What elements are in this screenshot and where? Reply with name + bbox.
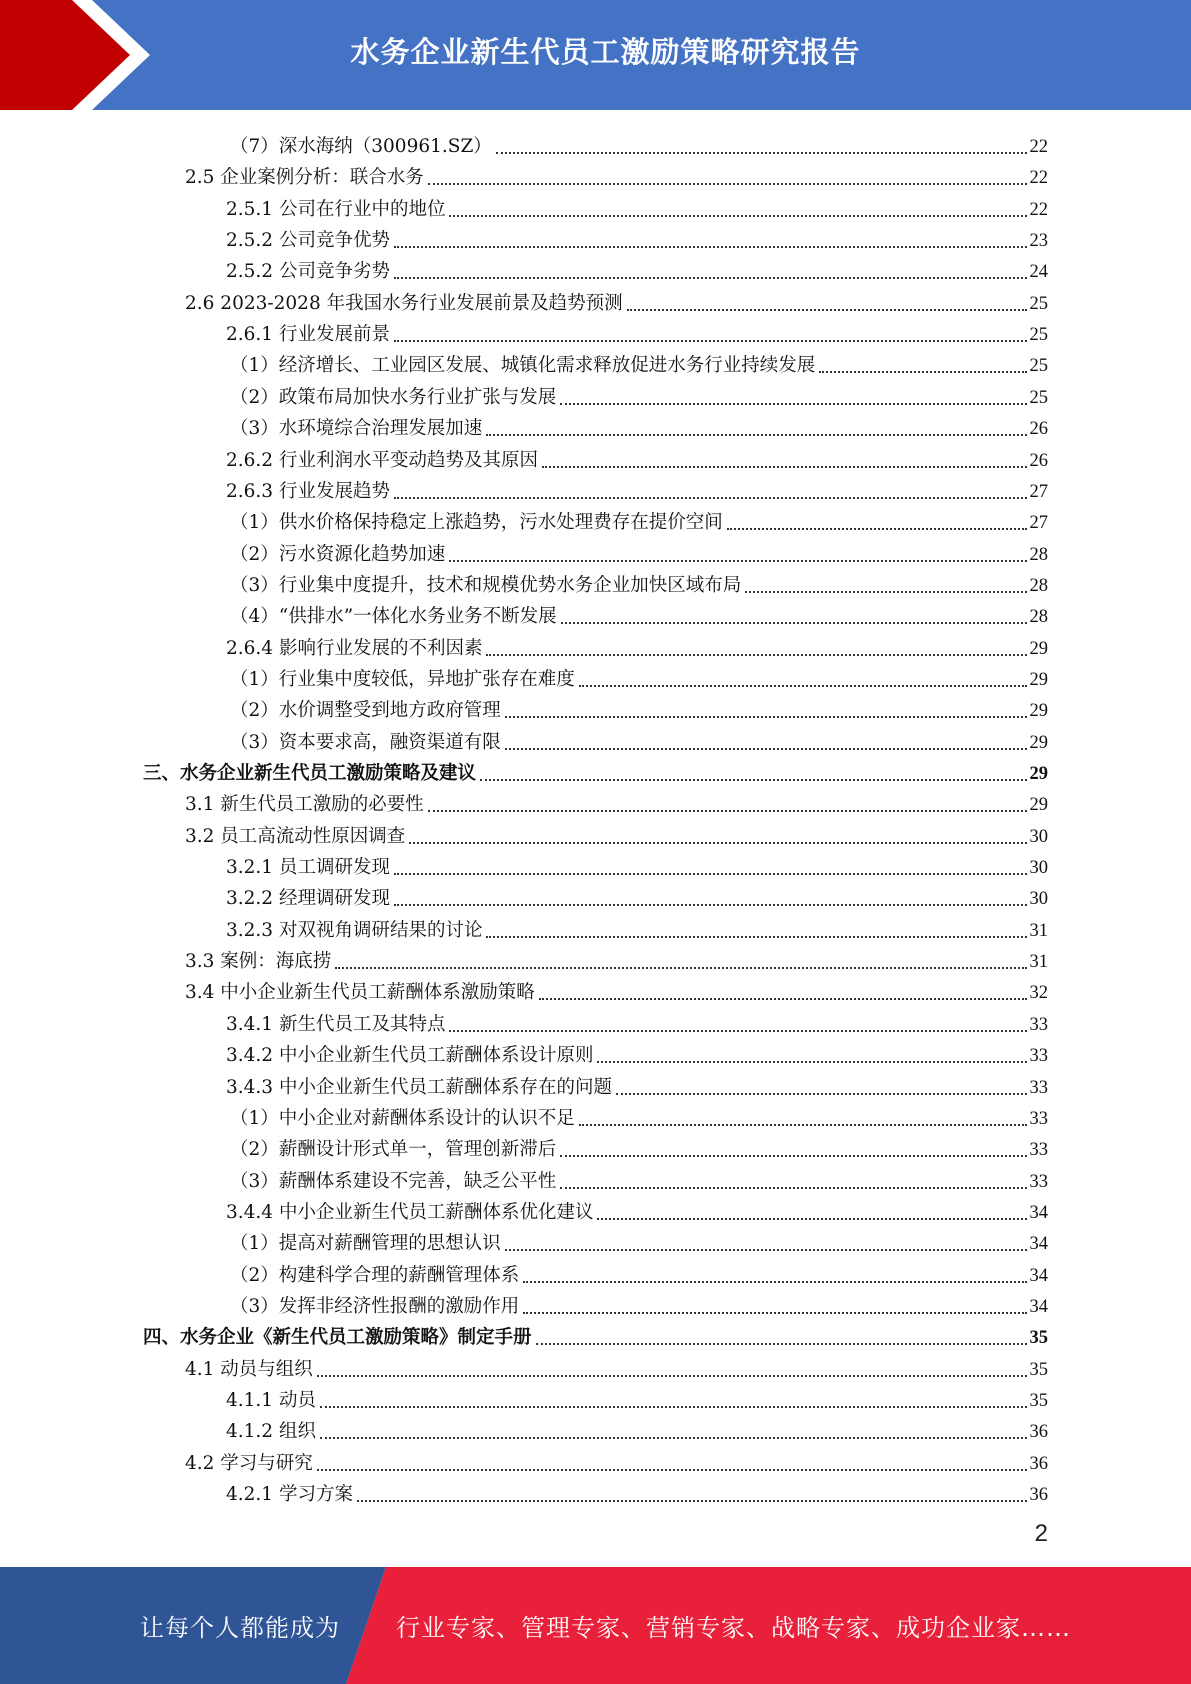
toc-entry[interactable] — [226, 1069, 1048, 1100]
toc-dot-leader — [560, 1155, 1026, 1157]
toc-entry[interactable] — [230, 1257, 1048, 1288]
toc-entry-page: 31 — [1029, 952, 1048, 973]
toc-entry-label: 4.2.1 学习方案 — [226, 1484, 353, 1506]
toc-entry-label: 4.1.1 动员 — [226, 1390, 316, 1411]
toc-entry[interactable] — [230, 1163, 1048, 1194]
toc-entry-page: 22 — [1029, 137, 1048, 157]
toc-dot-leader — [819, 371, 1026, 373]
toc-entry[interactable] — [226, 473, 1048, 504]
toc-entry-page: 35 — [1029, 1359, 1048, 1380]
toc-dot-leader — [486, 434, 1026, 436]
toc-dot-leader — [539, 998, 1027, 1000]
footer-slogan-left: 让每个人都能成为 — [140, 1614, 340, 1642]
toc-entry-label: 3.4.2 中小企业新生代员工薪酬体系设计原则 — [226, 1045, 594, 1067]
toc-entry-page: 35 — [1029, 1328, 1048, 1349]
toc-entry-page: 27 — [1029, 513, 1048, 534]
toc-entry[interactable] — [143, 1319, 1048, 1350]
toc-entry-page: 28 — [1029, 575, 1048, 596]
toc-entry-label: 3.2.3 对双视角调研结果的讨论 — [226, 919, 483, 941]
toc-entry-page: 25 — [1029, 356, 1048, 377]
toc-entry[interactable] — [185, 1445, 1048, 1476]
toc-entry-page: 29 — [1029, 669, 1048, 690]
toc-dot-leader — [428, 183, 1027, 185]
toc-entry[interactable] — [230, 598, 1048, 629]
toc-dot-leader — [394, 277, 1027, 279]
toc-dot-leader — [597, 1061, 1026, 1063]
toc-entry-label: 2.5.1 公司在行业中的地位 — [226, 198, 446, 220]
toc-dot-leader — [394, 340, 1027, 342]
toc-entry-label: （2）构建科学合理的薪酬管理体系 — [230, 1264, 520, 1286]
toc-dot-leader — [449, 1030, 1026, 1032]
toc-dot-leader — [394, 904, 1027, 906]
toc-entry-label: （1）中小企业对薪酬体系设计的认识不足 — [230, 1107, 575, 1129]
toc-entry[interactable] — [185, 818, 1048, 849]
toc-dot-leader — [727, 528, 1027, 530]
toc-entry[interactable] — [230, 128, 1048, 159]
toc-entry-label: 4.1.2 组织 — [226, 1421, 316, 1443]
toc-entry-page: 29 — [1029, 701, 1048, 722]
toc-entry-page: 36 — [1029, 1422, 1048, 1443]
toc-entry[interactable] — [226, 253, 1048, 284]
toc-entry[interactable] — [230, 379, 1048, 410]
toc-entry-label: 三、水务企业新生代员工激励策略及建议 — [143, 763, 477, 784]
toc-dot-leader — [542, 466, 1027, 468]
toc-dot-leader — [449, 560, 1026, 562]
toc-entry-label: 3.2.2 经理调研发现 — [226, 888, 390, 910]
toc-entry-page: 36 — [1029, 1453, 1048, 1474]
toc-entry-page: 32 — [1029, 983, 1048, 1004]
toc-dot-leader — [335, 967, 1026, 969]
toc-entry-label: 四、水务企业《新生代员工激励策略》制定手册 — [143, 1327, 532, 1349]
toc-entry[interactable] — [230, 410, 1048, 441]
toc-entry-page: 29 — [1029, 638, 1048, 659]
toc-entry-label: （2）薪酬设计形式单一，管理创新滞后 — [230, 1139, 557, 1161]
toc-entry-page: 30 — [1029, 889, 1048, 910]
toc-dot-leader — [536, 1343, 1027, 1345]
toc-dot-leader — [505, 1249, 1027, 1251]
toc-entry-label: 2.6.3 行业发展趋势 — [226, 480, 390, 502]
toc-entry[interactable] — [226, 912, 1048, 943]
toc-entry-label: （7）深水海纳（300961.SZ） — [230, 136, 492, 157]
toc-entry[interactable] — [185, 159, 1048, 190]
toc-entry-page: 36 — [1029, 1485, 1048, 1506]
toc-entry[interactable] — [230, 567, 1048, 598]
toc-entry-label: （4）“供排水”一体化水务业务不断发展 — [230, 606, 557, 628]
toc-entry-page: 25 — [1029, 293, 1048, 314]
toc-dot-leader — [523, 1312, 1026, 1314]
toc-entry[interactable] — [143, 755, 1048, 786]
toc-entry-label: 3.4.4 中小企业新生代员工薪酬体系优化建议 — [226, 1201, 594, 1223]
toc-entry-label: 2.6.1 行业发展前景 — [226, 324, 390, 346]
toc-entry-label: （2）政策布局加快水务行业扩张与发展 — [230, 386, 557, 408]
toc-dot-leader — [357, 1500, 1027, 1502]
toc-entry-label: 4.1 动员与组织 — [185, 1358, 313, 1380]
toc-entry-page: 28 — [1029, 607, 1048, 628]
toc-dot-leader — [449, 215, 1026, 217]
toc-entry[interactable] — [230, 661, 1048, 692]
toc-entry[interactable] — [230, 504, 1048, 535]
toc-entry-label: 4.2 学习与研究 — [185, 1452, 313, 1474]
toc-entry[interactable] — [226, 1382, 1048, 1413]
toc-dot-leader — [579, 685, 1027, 687]
toc-entry-label: （2）污水资源化趋势加速 — [230, 543, 446, 565]
toc-entry-label: （1）经济增长、工业园区发展、城镇化需求释放促进水务行业持续发展 — [230, 355, 816, 377]
toc-entry-label: 2.5.2 公司竞争劣势 — [226, 261, 390, 283]
toc-dot-leader — [560, 403, 1026, 405]
toc-entry-label: 2.5 企业案例分析：联合水务 — [185, 167, 424, 189]
toc-entry[interactable] — [226, 316, 1048, 347]
toc-entry-page: 23 — [1029, 231, 1048, 252]
toc-dot-leader — [480, 779, 1026, 781]
toc-dot-leader — [409, 842, 1026, 844]
toc-entry[interactable] — [226, 880, 1048, 911]
toc-dot-leader — [317, 1375, 1027, 1377]
toc-entry-label: 2.6 2023-2028 年我国水务行业发展前景及趋势预测 — [185, 292, 623, 314]
toc-dot-leader — [486, 654, 1026, 656]
toc-entry[interactable] — [185, 285, 1048, 316]
toc-entry[interactable] — [226, 849, 1048, 880]
toc-dot-leader — [627, 309, 1027, 311]
toc-entry[interactable] — [230, 724, 1048, 755]
toc-entry-label: 3.4.3 中小企业新生代员工薪酬体系存在的问题 — [226, 1076, 612, 1098]
toc-dot-leader — [579, 1124, 1027, 1126]
page-number: 2 — [1034, 1520, 1048, 1547]
toc-entry[interactable] — [226, 222, 1048, 253]
toc-entry-page: 24 — [1029, 262, 1048, 283]
toc-entry-label: （3）薪酬体系建设不完善，缺乏公平性 — [230, 1170, 557, 1192]
toc-entry-label: 2.6.2 行业利润水平变动趋势及其原因 — [226, 449, 538, 471]
toc-entry-page: 25 — [1029, 325, 1048, 346]
toc-dot-leader — [394, 873, 1027, 875]
toc-entry-label: （3）发挥非经济性报酬的激励作用 — [230, 1295, 520, 1317]
toc-entry-page: 22 — [1029, 168, 1048, 189]
toc-dot-leader — [320, 1406, 1027, 1408]
toc-entry-page: 26 — [1029, 450, 1048, 471]
toc-entry-label: 3.1 新生代员工激励的必要性 — [185, 794, 424, 816]
toc-entry-page: 30 — [1029, 858, 1048, 879]
toc-entry-page: 29 — [1029, 795, 1048, 816]
toc-entry[interactable] — [230, 692, 1048, 723]
toc-dot-leader — [394, 497, 1027, 499]
toc-dot-leader — [745, 591, 1026, 593]
toc-entry-page: 25 — [1029, 387, 1048, 408]
toc-entry-page: 29 — [1029, 732, 1048, 753]
document-title: 水务企业新生代员工激励策略研究报告 — [350, 34, 861, 69]
toc-entry[interactable] — [230, 1131, 1048, 1162]
toc-entry-label: （3）行业集中度提升，技术和规模优势水务企业加快区域布局 — [230, 574, 742, 596]
toc-entry[interactable] — [230, 1288, 1048, 1319]
toc-entry-page: 33 — [1029, 1046, 1048, 1067]
toc-entry[interactable] — [185, 1351, 1048, 1382]
footer-slogan-right: 行业专家、管理专家、营销专家、战略专家、成功企业家…… — [396, 1614, 1071, 1642]
toc-entry-label: （1）行业集中度较低，异地扩张存在难度 — [230, 668, 575, 690]
toc-dot-leader — [486, 936, 1026, 938]
toc-entry-label: （2）水价调整受到地方政府管理 — [230, 700, 501, 722]
toc-dot-leader — [394, 246, 1027, 248]
toc-entry-label: 3.4.1 新生代员工及其特点 — [226, 1013, 446, 1035]
toc-entry-page: 26 — [1029, 419, 1048, 440]
toc-entry[interactable] — [185, 974, 1048, 1005]
toc-entry[interactable] — [226, 630, 1048, 661]
toc-dot-leader — [523, 1281, 1026, 1283]
toc-entry[interactable] — [226, 442, 1048, 473]
toc-entry-page: 33 — [1029, 1014, 1048, 1035]
toc-entry-page: 28 — [1029, 544, 1048, 565]
toc-entry-page: 33 — [1029, 1140, 1048, 1161]
toc-entry-label: 3.4 中小企业新生代员工薪酬体系激励策略 — [185, 982, 535, 1004]
toc-entry-page: 33 — [1029, 1171, 1048, 1192]
toc-entry[interactable] — [226, 191, 1048, 222]
toc-dot-leader — [317, 1469, 1027, 1471]
toc-entry-label: 3.3 案例：海底捞 — [185, 951, 332, 973]
toc-entry-label: 3.2.1 员工调研发现 — [226, 857, 390, 879]
toc-dot-leader — [320, 1437, 1027, 1439]
toc-entry-page: 27 — [1029, 481, 1048, 502]
toc-entry-label: （1）供水价格保持稳定上涨趋势，污水处理费存在提价空间 — [230, 512, 723, 534]
toc-dot-leader — [616, 1093, 1027, 1095]
toc-entry-label: 2.6.4 影响行业发展的不利因素 — [226, 637, 483, 659]
toc-entry-page: 33 — [1029, 1108, 1048, 1129]
toc-entry[interactable] — [230, 1100, 1048, 1131]
toc-entry-label: （3）水环境综合治理发展加速 — [230, 418, 483, 440]
toc-entry[interactable] — [185, 786, 1048, 817]
toc-dot-leader — [560, 1187, 1026, 1189]
toc-entry-page: 34 — [1029, 1202, 1048, 1223]
toc-dot-leader — [505, 748, 1027, 750]
toc-dot-leader — [428, 810, 1027, 812]
toc-entry[interactable] — [226, 1476, 1048, 1507]
toc-dot-leader — [561, 622, 1027, 624]
toc-entry-label: 2.5.2 公司竞争优势 — [226, 230, 390, 252]
toc-entry-label: （1）提高对薪酬管理的思想认识 — [230, 1233, 501, 1255]
toc-entry[interactable] — [230, 347, 1048, 378]
toc-entry[interactable] — [226, 1006, 1048, 1037]
toc-entry-page: 33 — [1029, 1077, 1048, 1098]
toc-entry-page: 29 — [1029, 764, 1048, 784]
toc-entry[interactable] — [230, 1225, 1048, 1256]
toc-entry[interactable] — [226, 1413, 1048, 1444]
toc-dot-leader — [496, 152, 1027, 154]
toc-entry-page: 34 — [1029, 1265, 1048, 1286]
toc-entry[interactable] — [185, 943, 1048, 974]
toc-entry-page: 30 — [1029, 826, 1048, 847]
toc-entry-page: 34 — [1029, 1234, 1048, 1255]
toc-entry-page: 35 — [1029, 1391, 1048, 1411]
toc-dot-leader — [505, 716, 1027, 718]
toc-entry[interactable] — [226, 1194, 1048, 1225]
toc-entry[interactable] — [226, 1037, 1048, 1068]
page-footer — [0, 1567, 1191, 1684]
page-header — [0, 0, 1191, 110]
toc-entry[interactable] — [230, 536, 1048, 567]
toc-entry-label: （3）资本要求高，融资渠道有限 — [230, 731, 501, 753]
toc-entry-page: 22 — [1029, 199, 1048, 220]
toc-dot-leader — [597, 1218, 1026, 1220]
toc-entry-label: 3.2 员工高流动性原因调查 — [185, 825, 406, 847]
toc-entry-page: 31 — [1029, 920, 1048, 941]
toc-entry-page: 34 — [1029, 1296, 1048, 1317]
